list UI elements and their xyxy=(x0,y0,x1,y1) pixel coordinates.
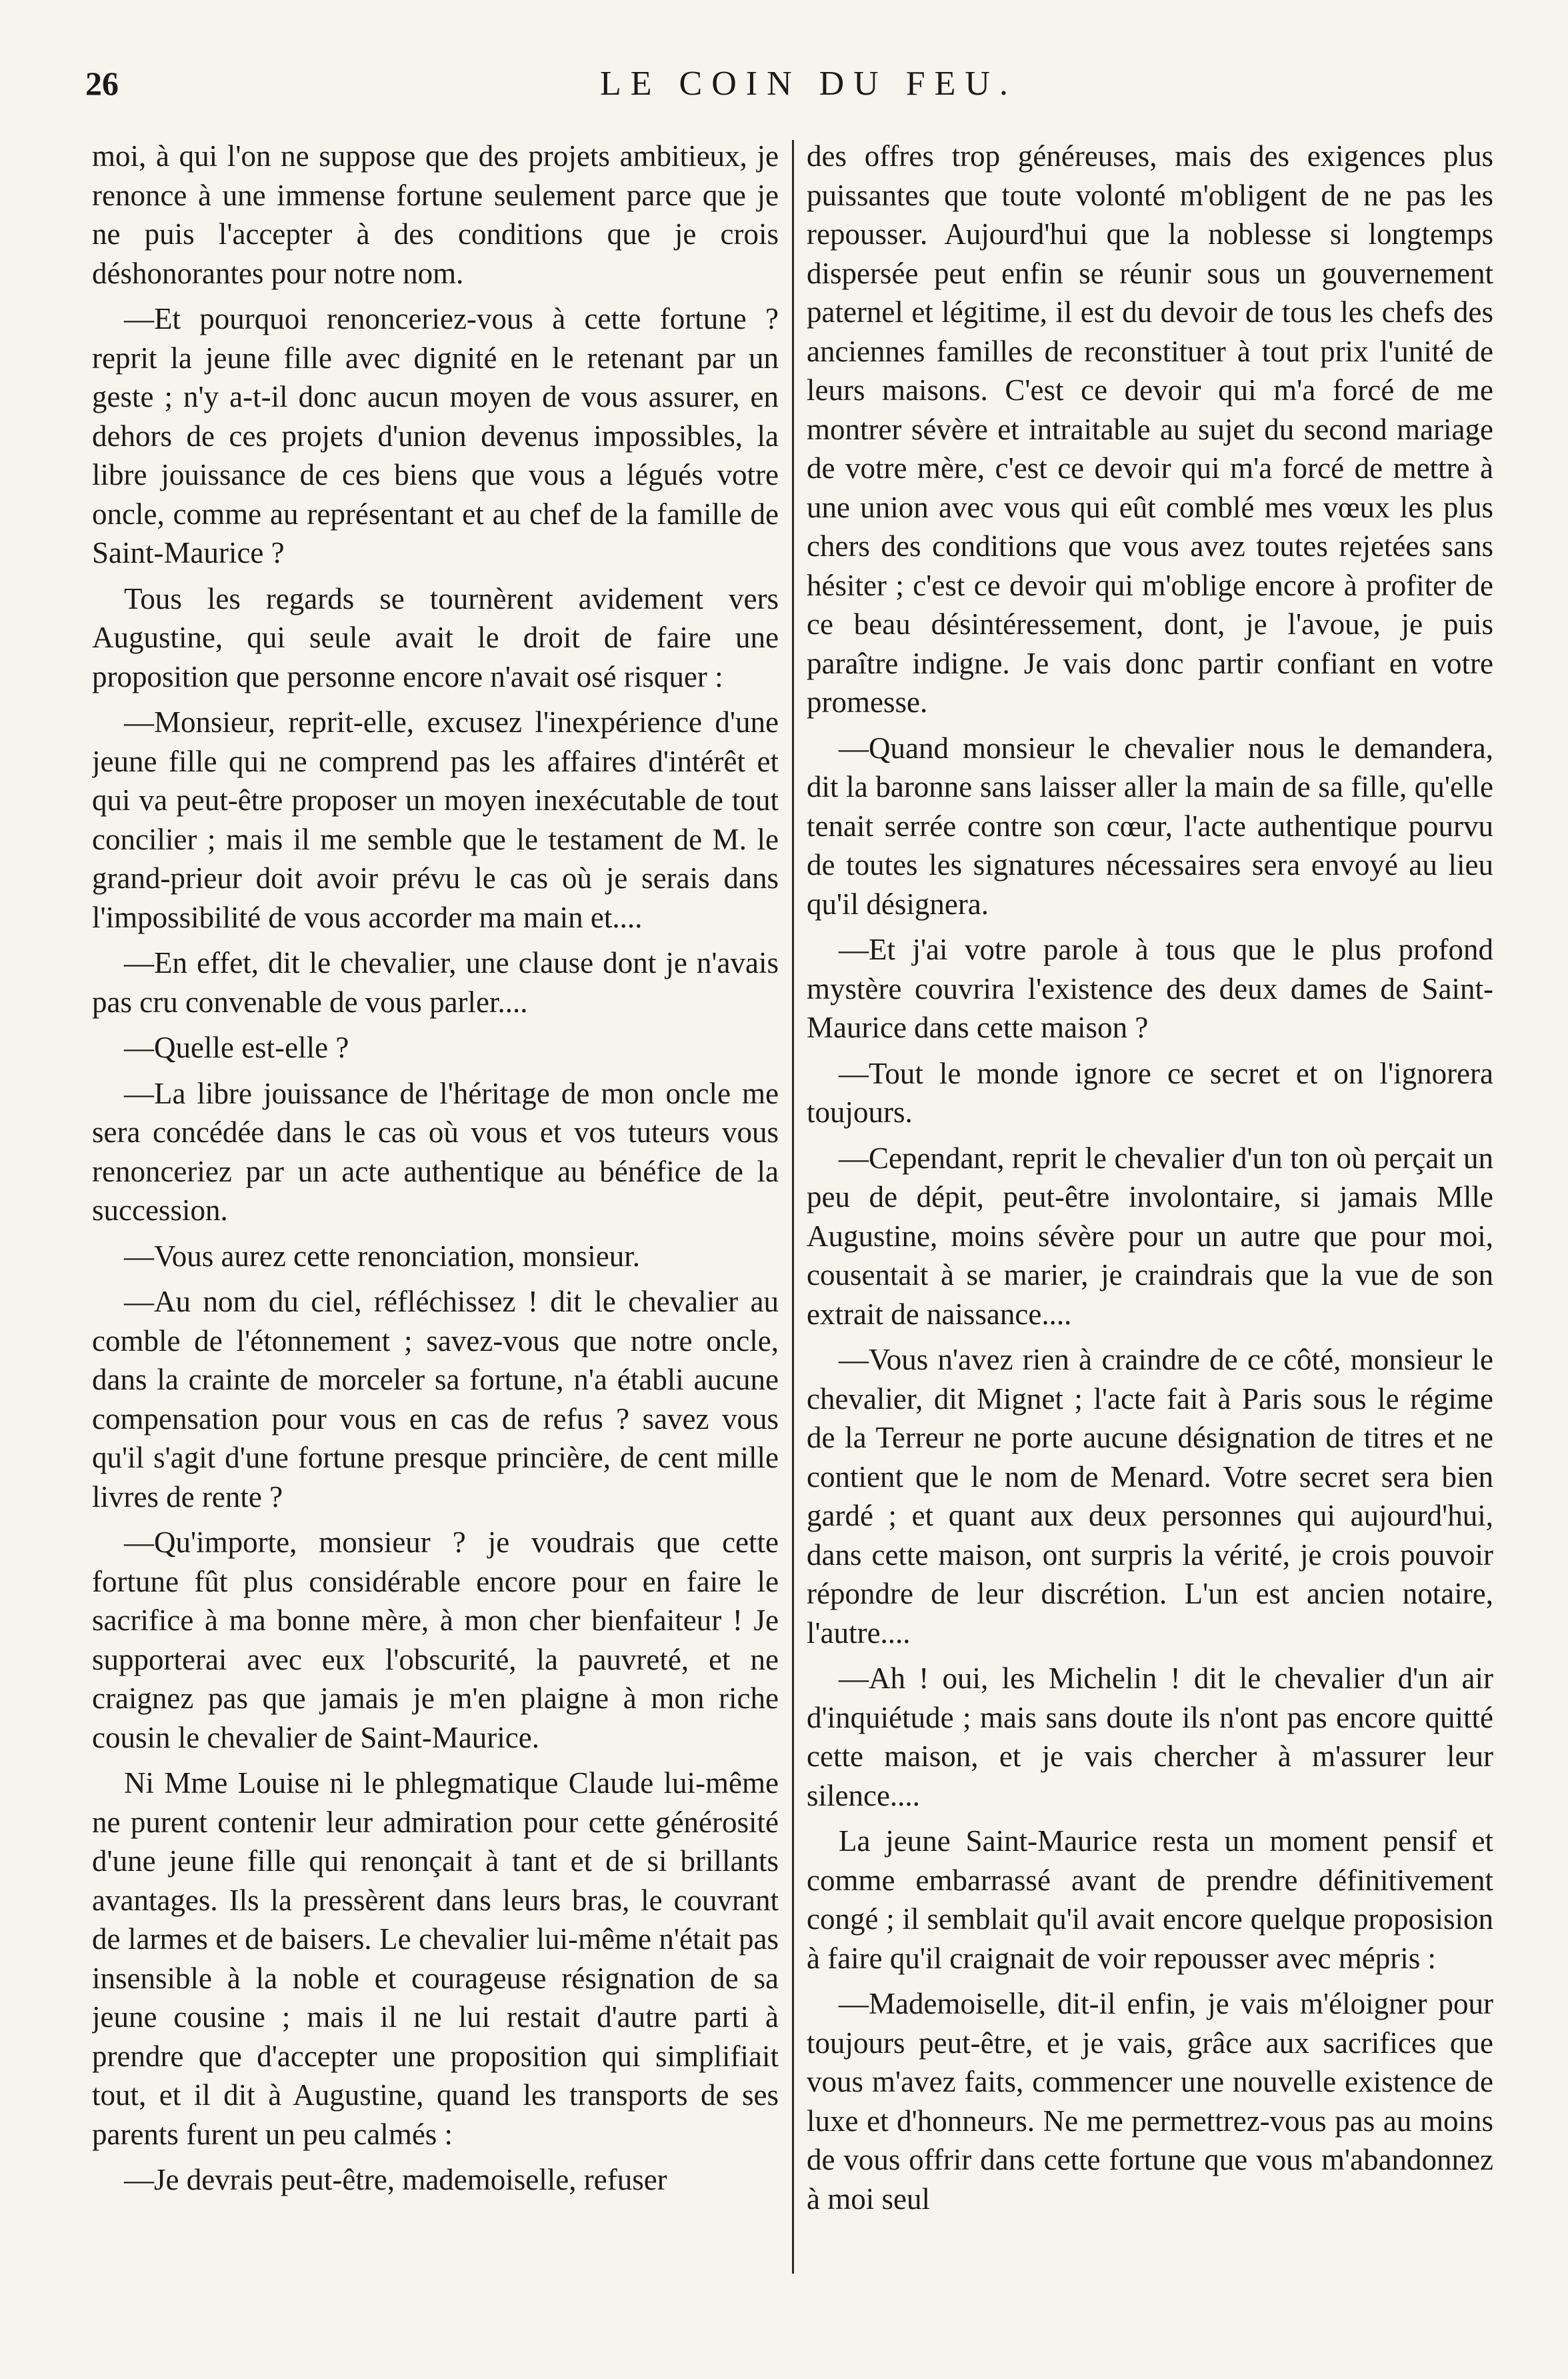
paragraph: moi, à qui l'on ne suppose que des projets ambitieux, je renonce à une immense fortune seulement parce que je ne puis l'accepter à des conditions que je crois déshonorantes pour notre nom. xyxy=(92,139,779,290)
paragraph: —Quand monsieur le chevalier nous le demandera, dit la baronne sans laisser aller la main de sa fille, qu'elle tenait serrée contre son cœur, l'acte authentique pourvu de toutes les signatures nécessaires sera envoyé au lieu qu'il désignera. xyxy=(807,731,1493,921)
paragraph: —Mademoiselle, dit-il enfin, je vais m'éloigner pour toujours peut-être, et je vais, grâce aux sacrifices que vous m'avez faits, commencer une nouvelle existence de luxe et d'honneurs. Ne me permettrez-vous pas au moins de vous offrir dans cette fortune que vous m'abandonnez à moi seul xyxy=(807,1987,1493,2216)
page-header xyxy=(0,64,1568,117)
paragraph: —Au nom du ciel, réfléchissez ! dit le chevalier au comble de l'étonnement ; savez-vous que notre oncle, dans la crainte de morceler sa fortune, n'a établi aucune compensation pour vous en cas de refus ? savez vous qu'il s'agit d'une fortune presque princière, de cent mille livres de rente ? xyxy=(92,1285,779,1514)
paragraph: —Qu'importe, monsieur ? je voudrais que cette fortune fût plus considérable encore pour en faire le sacrifice à ma bonne mère, à mon cher bienfaiteur ! Je supporterai avec eux l'obscurité, la pauvreté, et ne craignez pas que jamais je m'en plaigne à mon riche cousin le chevalier de Saint-Maurice. xyxy=(92,1526,779,1754)
left-column xyxy=(92,137,779,2277)
column-divider xyxy=(792,140,794,2274)
paragraph: —Vous n'avez rien à craindre de ce côté, monsieur le chevalier, dit Mignet ; l'acte fait à Paris sous le régime de la Terreur ne porte aucune désignation de titres et ne contient que le nom de Menard. Votre secret sera bien gardé ; et quant aux deux personnes qui aujourd'hui, dans cette maison, ont surpris la vérité, je crois pouvoir répondre de leur discrétion. L'un est ancien notaire, l'autre.... xyxy=(807,1343,1493,1650)
paragraph: —Et j'ai votre parole à tous que le plus profond mystère couvrira l'existence des deux dames de Saint-Maurice dans cette maison ? xyxy=(807,933,1493,1044)
paragraph: —Monsieur, reprit-elle, excusez l'inexpérience d'une jeune fille qui ne comprend pas les affaires d'intérêt et qui va peut-être proposer un moyen inexécutable de tout concilier ; mais il me semble que le testament de M. le grand-prieur doit avoir prévu le cas où je serais dans l'impossibilité de vous accorder ma main et.... xyxy=(92,705,779,934)
paragraph: Ni Mme Louise ni le phlegmatique Claude lui-même ne purent contenir leur admiration pour cette générosité d'une jeune fille qui renonçait à tant et de si brillants avantages. Ils la pressèrent dans leurs bras, le couvrant de larmes et de baisers. Le chevalier lui-même n'était pas insensible à la noble et courageuse résignation de sa jeune cousine ; mais il ne lui restait d'autre parti à prendre que d'accepter une proposition qui simplifiait tout, et il dit à Augustine, quand les transports de ses parents furent un peu calmés : xyxy=(92,1766,779,2151)
paragraph: Tous les regards se tournèrent avidement vers Augustine, qui seule avait le droit de faire une proposition que personne encore n'avait osé risquer : xyxy=(92,581,779,693)
paragraph: —Vous aurez cette renonciation, monsieur. xyxy=(124,1239,640,1273)
paragraph: des offres trop généreuses, mais des exigences plus puissantes que toute volonté m'obligent de ne pas les repousser. Aujourd'hui que la noblesse si longtemps dispersée peut enfin se réunir sous un gouvernement paternel et légitime, il est du devoir de tous les chefs des anciennes familles de reconstituer à tout prix l'unité de leurs maisons. C'est ce devoir qui m'a forcé de me montrer sévère et intraitable au sujet du second mariage de votre mère, c'est ce devoir qui m'a forcé de mettre à une union avec vous qui eût comblé mes vœux les plus chers des conditions que vous avez toutes rejetées sans hésiter ; c'est ce devoir qui m'oblige encore à profiter de ce beau désintéressement, dont, je l'avoue, je puis paraître indigne. Je vais donc partir confiant en votre promesse. xyxy=(807,139,1493,719)
paragraph: —Ah ! oui, les Michelin ! dit le chevalier d'un air d'inquiétude ; mais sans doute ils n'ont pas encore quitté cette maison, et je vais chercher à m'assurer leur silence.... xyxy=(807,1662,1493,1812)
paragraph: —Je devrais peut-être, mademoiselle, refuser xyxy=(124,2163,667,2196)
paragraph: —Et pourquoi renonceriez-vous à cette fortune ? reprit la jeune fille avec dignité en le retenant par un geste ; n'y a-t-il donc aucun moyen de vous assurer, en dehors de ces projets d'union devenus impossibles, la libre jouissance de ces biens que vous a légués votre oncle, comme au représentant et au chef de la famille de Saint-Maurice ? xyxy=(92,302,779,569)
right-column xyxy=(807,137,1493,2277)
paragraph: La jeune Saint-Maurice resta un moment pensif et comme embarrassé avant de prendre définitivement congé ; il semblait qu'il avait encore quelque proposision à faire qu'il craignait de voir repousser avec mépris : xyxy=(807,1824,1493,1975)
paragraph: —La libre jouissance de l'héritage de mon oncle me sera concédée dans le cas où vous et vos tuteurs vous renonceriez par un acte authentique au bénéfice de la succession. xyxy=(92,1076,779,1227)
paragraph: —En effet, dit le chevalier, une clause dont je n'avais pas cru convenable de vous parler.... xyxy=(92,946,779,1019)
paragraph: —Cependant, reprit le chevalier d'un ton où perçait un peu de dépit, peut-être involontaire, si jamais Mlle Augustine, moins sévère pour un autre que pour moi, cousentait à se marier, je craindrais que la vue de son extrait de naissance.... xyxy=(807,1141,1493,1331)
paragraph: —Tout le monde ignore ce secret et on l'ignorera toujours. xyxy=(807,1056,1493,1129)
paragraph: —Quelle est-elle ? xyxy=(124,1031,349,1064)
page-number: 26 xyxy=(85,65,119,102)
running-title: LE COIN DU FEU. xyxy=(600,65,1017,103)
